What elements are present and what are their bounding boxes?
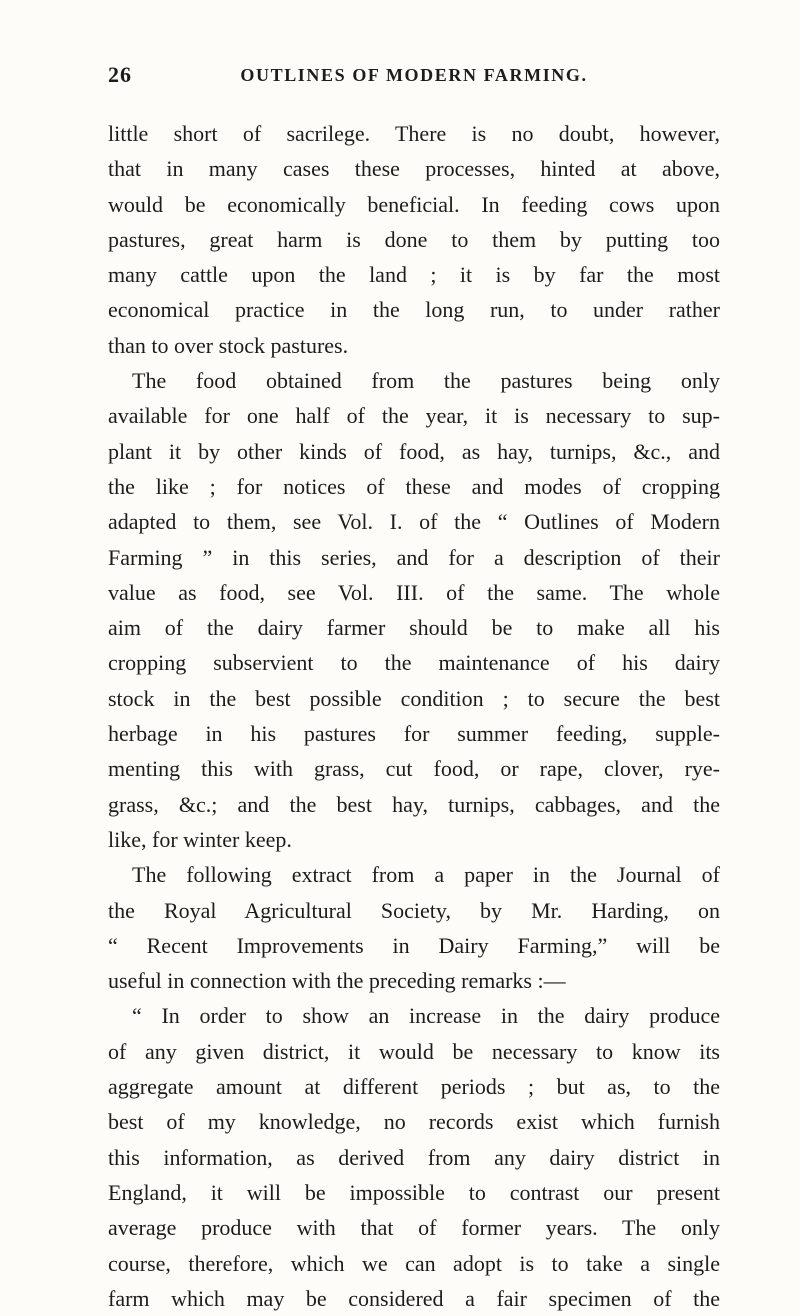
text-line: cropping subservient to the maintenance of his dairy	[108, 650, 720, 676]
text-line: “ Recent Improvements in Dairy Farming,” will be	[108, 932, 720, 958]
text-line: available for one half of the year, it is necessary to sup-	[108, 403, 720, 429]
text-line: many cattle upon the land ; it is by far the most	[108, 262, 720, 288]
text-line: like, for winter keep.	[108, 826, 292, 852]
text-line: the Royal Agricultural Society, by Mr. Harding, on	[108, 897, 720, 923]
text-line: England, it will be impossible to contrast our present	[108, 1179, 720, 1205]
text-line: adapted to them, see Vol. I. of the “ Outlines of Modern	[108, 509, 720, 535]
text-line: this information, as derived from any dairy district in	[108, 1144, 720, 1170]
text-line: grass, &c.; and the best hay, turnips, cabbages, and the	[108, 791, 720, 817]
text-line: value as food, see Vol. III. of the same. The whole	[108, 579, 720, 605]
text-line: the like ; for notices of these and modes of cropping	[108, 473, 720, 499]
paragraph-start-line: The following extract from a paper in the Journal of	[132, 862, 720, 888]
text-line: of any given district, it would be necessary to know its	[108, 1038, 720, 1064]
text-line: useful in connection with the preceding remarks :—	[108, 968, 566, 994]
text-line: plant it by other kinds of food, as hay, turnips, &c., and	[108, 438, 720, 464]
text-line: aim of the dairy farmer should be to make all his	[108, 615, 720, 641]
page-number: 26	[108, 62, 132, 87]
text-line: Farming ” in this series, and for a description of their	[108, 544, 720, 570]
paragraph-start-line: The food obtained from the pastures being only	[132, 368, 720, 394]
text-line: little short of sacrilege. There is no doubt, however,	[108, 121, 720, 146]
text-line: would be economically beneficial. In feeding cows upon	[108, 191, 720, 217]
text-line: that in many cases these processes, hinted at above,	[108, 156, 720, 182]
text-line: herbage in his pastures for summer feeding, supple-	[108, 721, 720, 747]
quotation-start-line: “ In order to show an increase in the dairy produce	[132, 1003, 720, 1029]
text-line: menting this with grass, cut food, or rape, clover, rye-	[108, 756, 720, 782]
text-line: than to over stock pastures.	[108, 332, 349, 358]
running-head	[108, 62, 720, 92]
text-line: average produce with that of former years. The only	[108, 1215, 720, 1241]
text-line: farm which may be considered a fair specimen of the	[108, 1285, 720, 1311]
running-title: OUTLINES OF MODERN FARMING.	[240, 65, 588, 85]
body-text	[108, 116, 720, 1316]
text-line: aggregate amount at different periods ; but as, to the	[108, 1074, 720, 1100]
text-line: economical practice in the long run, to under rather	[108, 297, 720, 323]
text-line: best of my knowledge, no records exist which furnish	[108, 1109, 720, 1135]
text-line: stock in the best possible condition ; to secure the best	[108, 685, 720, 711]
text-line: pastures, great harm is done to them by putting too	[108, 226, 720, 252]
text-line: course, therefore, which we can adopt is to take a single	[108, 1250, 720, 1276]
